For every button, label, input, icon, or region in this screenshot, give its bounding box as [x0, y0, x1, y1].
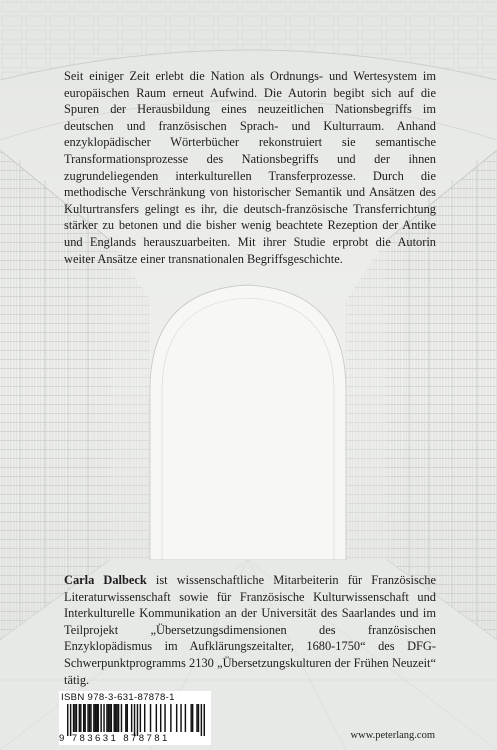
barcode-bar: [89, 704, 90, 732]
barcode-bar: [76, 704, 77, 732]
barcode-bar: [156, 704, 157, 732]
barcode-bar: [170, 704, 171, 732]
barcode-bar: [125, 704, 126, 732]
barcode-bar: [176, 704, 177, 732]
barcode-bar: [201, 704, 202, 736]
barcode-bar: [111, 704, 112, 732]
ean-digits: 9 783631 878781: [59, 733, 170, 744]
author-biography: [64, 572, 436, 688]
barcode-bar: [160, 704, 161, 732]
isbn-number: ISBN 978-3-631-87878-1: [61, 692, 175, 703]
barcode-bar: [83, 704, 84, 732]
barcode-bar: [70, 704, 71, 736]
barcode-bar: [73, 704, 74, 732]
barcode-bar: [113, 704, 114, 732]
barcode-bar: [137, 704, 138, 736]
barcode-bar: [106, 704, 107, 732]
barcode-bar: [87, 704, 88, 732]
barcode-bar: [84, 704, 85, 732]
barcode-bar: [80, 704, 81, 732]
barcode-bar: [131, 704, 132, 732]
barcode-bar: [192, 704, 193, 732]
barcode-bar: [79, 704, 80, 732]
barcode-bar: [121, 704, 122, 732]
barcode-bar: [109, 704, 110, 732]
publisher-website: www.peterlang.com: [350, 730, 435, 741]
isbn-barcode: [59, 691, 211, 745]
barcode-bar: [150, 704, 151, 732]
barcode-bar: [144, 704, 145, 732]
barcode-bar: [67, 704, 68, 736]
barcode-bar: [180, 704, 181, 732]
barcode-bar: [118, 704, 119, 732]
barcode-bar: [204, 704, 205, 736]
barcode-bar: [74, 704, 75, 732]
barcode-bar: [115, 704, 116, 732]
barcode-bar: [103, 704, 104, 732]
barcode-bar: [127, 704, 128, 732]
barcode-bar: [90, 704, 91, 732]
barcode-bar: [198, 704, 199, 732]
barcode-bar: [93, 704, 94, 732]
barcode-bar: [190, 704, 191, 732]
barcode-bar: [134, 704, 135, 736]
barcode-bar: [100, 704, 101, 732]
barcode-bar: [96, 704, 97, 732]
barcode-bar: [116, 704, 117, 732]
barcode-bar: [140, 704, 141, 732]
barcode-bar: [164, 704, 165, 732]
barcode-bars: [67, 704, 205, 736]
barcode-bar: [196, 704, 197, 732]
book-description: Seit einiger Zeit erlebt die Nation als Ordnungs- und Wertesystem im europäischen Raum erneut Aufwind. Die Autorin begibt sich auf die Spuren der Herausbildung eines neuzeitlichen Nationsbegriffs im deutschen und französischen Sprach- und Kulturraum. Anhand enzyklopädischer Wörterbücher rekonstruiert sie semantische Transformationsprozesse des Nationsbegriffs und der ihnen zugrundeliegenden interkulturellen Transferprozesse. Durch die methodische Verschränkung von historischer Semantik und Ansätzen des Kulturtransfers gelingt es ihr, die deutsch-französische Transferrichtung stärker zu betonen und die bisher wenig beachtete Rezeption der Antike und Englands herauszuarbeiten. Mit ihrer Studie erprobt die Autorin weiter Ansätze einer transnationalen Begriffsgeschichte.: [64, 69, 436, 266]
author-bio-text: ist wissenschaftliche Mitarbeiterin für Französische Literaturwissenschaft sowie für Französische Kulturwissenschaft und Interkulturelle Kommunikation an der Universität des Saarlandes und im Teilprojekt „Übersetzungsdimensionen des französischen Enzyklopädismus im Aufklärungszeitalter, 1680-1750“ des DFG-Schwerpunktprogramms 2130 „Übersetzungskulturen der Frühen Neuzeit“ tätig.: [64, 573, 436, 687]
barcode-bar: [108, 704, 109, 732]
barcode-bar: [185, 704, 186, 732]
barcode-bar: [98, 704, 99, 732]
barcode-bar: [95, 704, 96, 732]
author-name: Carla Dalbeck: [64, 573, 147, 587]
